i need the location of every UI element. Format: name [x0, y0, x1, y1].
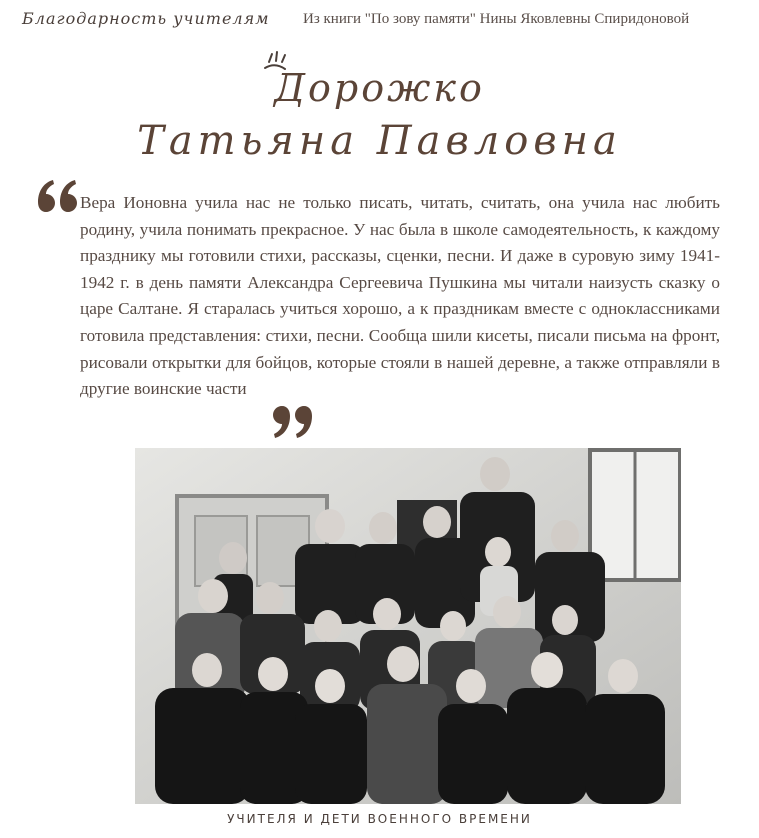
- photo-caption: УЧИТЕЛЯ И ДЕТИ ВОЕННОГО ВРЕМЕНИ: [227, 812, 532, 826]
- section-label: Благодарность учителям: [22, 9, 270, 28]
- close-quote-icon: [270, 404, 314, 440]
- open-quote-icon: [36, 178, 80, 214]
- person-name: Татьяна Павловна: [137, 118, 622, 164]
- group-photo-image: [135, 448, 681, 804]
- book-source: Из книги "По зову памяти" Нины Яковлевны Спиридоновой: [303, 11, 690, 27]
- quote-text: Вера Ионовна учила нас не только писать, читать, считать, она учила нас любить родину, учила понимать прекрасное. У нас была в школе самодеятельность, к каждому празднику мы готовили стихи, рассказы, сценки, песни. И даже в суровую зиму 1941-1942 г. в день памяти Александра Сергеевича Пушкина мы читали наизусть сказку о царе Салтане. Я старалась учиться хорошо, а к праздникам вместе с одноклассниками готовила представления: стихи, песни. Сообща шили кисеты, писали письма на фронт, рисовали открытки для бойцов, которые стояли в нашей деревне, а также отправляли в другие воинские части: [80, 193, 720, 399]
- person-surname: Дорожко: [274, 66, 485, 110]
- group-photo: [135, 448, 681, 804]
